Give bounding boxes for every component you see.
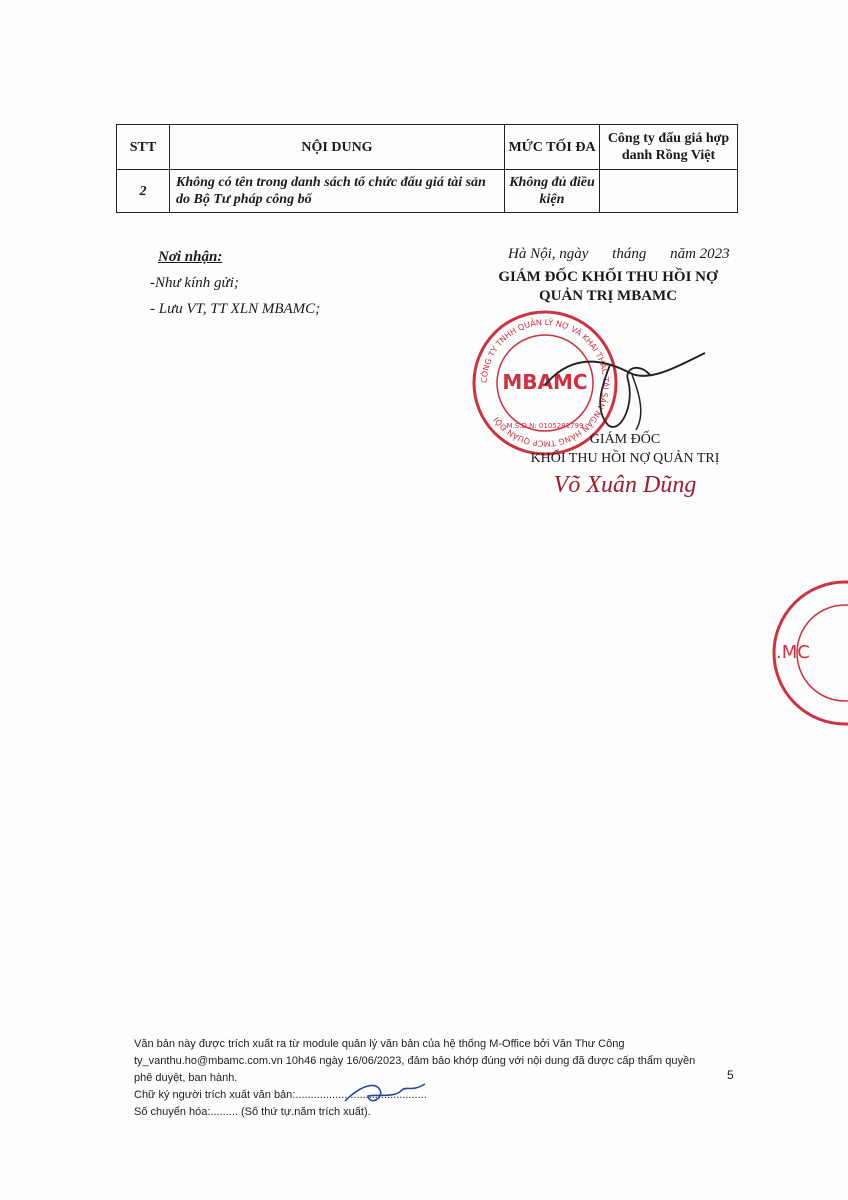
- header-stt: STT: [117, 125, 170, 170]
- stamp-tax-code: M.S.D.N: 0105281799: [506, 422, 584, 430]
- signer-role: [520, 430, 730, 468]
- table-row: [117, 170, 738, 213]
- footer-line: ty_vanthu.ho@mbamc.com.vn 10h46 ngày 16/06/2023, đảm bảo khớp đúng với nội dung đã được cấp thẩm quyền: [134, 1055, 696, 1067]
- date-line: [508, 246, 730, 263]
- footer-line: Chữ ký người trích xuất văn bản:...........................................: [134, 1089, 427, 1101]
- signer-role-line2: KHỐI THU HỒI NỢ QUẢN TRỊ: [530, 451, 720, 466]
- page-number: 5: [727, 1068, 734, 1082]
- header-max-level: MỨC TỐI ĐA: [505, 125, 600, 170]
- date-year: năm 2023: [670, 246, 730, 262]
- row-company: [600, 170, 738, 213]
- row-content: Không có tên trong danh sách tổ chức đấu giá tài sản do Bộ Tư pháp công bố: [170, 170, 505, 213]
- stamp-ring-text: CÔNG TY TNHH QUẢN LÝ NỢ VÀ KHAI THÁC TÀI SẢN NGÂN HÀNG TMCP QUÂN ĐỘI: [479, 317, 611, 449]
- date-month: tháng: [612, 246, 647, 262]
- recipient-item: -Như kính gửi;: [150, 275, 239, 291]
- footer-line: Văn bản này được trích xuất ra từ module quản lý văn bản của hệ thống M-Office bởi Văn Thư Công: [134, 1038, 625, 1050]
- signer-title: GIÁM ĐỐC KHỐI THU HỒI NỢ QUẢN TRỊ MBAMC: [498, 269, 718, 304]
- signer-role-line1: GIÁM ĐỐC: [589, 432, 661, 447]
- criteria-table: [116, 124, 738, 213]
- edge-stamp: [770, 578, 848, 728]
- date-place: Hà Nội, ngày: [508, 246, 589, 262]
- recipients-block: [150, 244, 320, 322]
- footer-line: phê duyệt, ban hành.: [134, 1072, 238, 1084]
- recipient-item: - Lưu VT, TT XLN MBAMC;: [150, 301, 321, 317]
- signer-name: Võ Xuân Dũng: [553, 472, 697, 498]
- stamp-logo: MBAMC: [502, 370, 588, 394]
- row-stt: 2: [117, 170, 170, 213]
- row-max-level: Không đủ điều kiện: [505, 170, 600, 213]
- svg-text:.MC: .MC: [776, 642, 810, 663]
- extractor-signature: [340, 1076, 430, 1110]
- footer-line: Số chuyển hóa:......... (Số thứ tự.năm trích xuất).: [134, 1106, 371, 1118]
- recipients-title: Nơi nhận:: [158, 249, 223, 265]
- header-company: Công ty đấu giá hợp danh Rồng Việt: [600, 125, 738, 170]
- handwritten-signature: [540, 345, 710, 435]
- header-content: NỘI DUNG: [170, 125, 505, 170]
